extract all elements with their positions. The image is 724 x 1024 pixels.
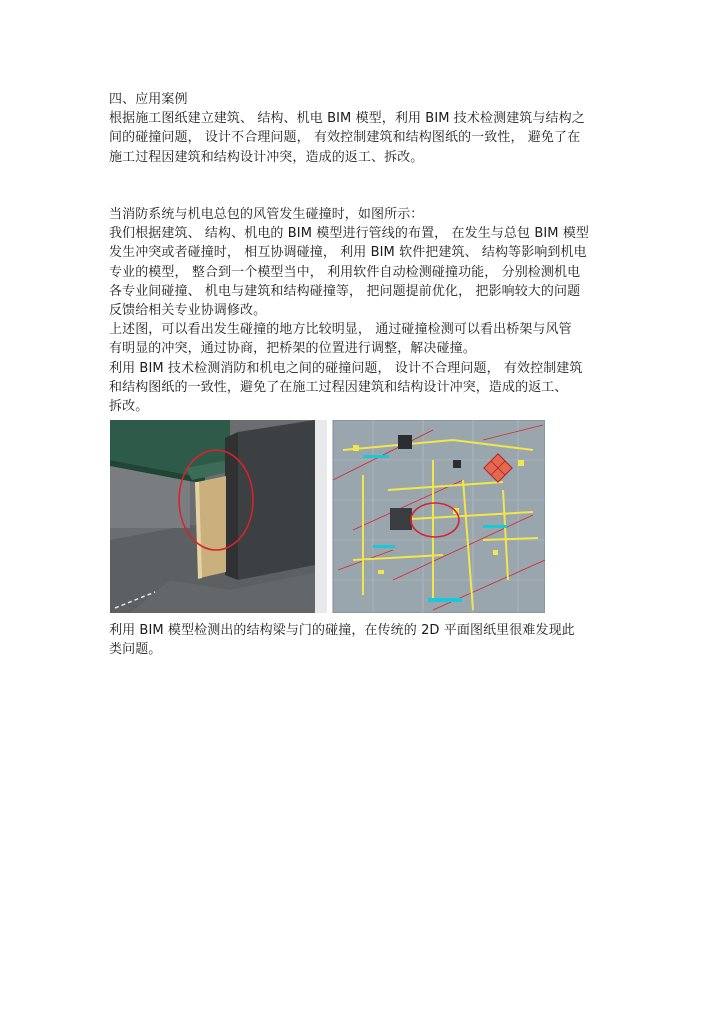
cad-block	[398, 435, 412, 449]
paragraph-line: 根据施工图纸建立建筑、 结构、机电 BIM 模型，利用 BIM 技术检测建筑与结构之	[109, 111, 585, 127]
paragraph-line: 反馈给相关专业协调修改。	[109, 302, 267, 318]
paragraph-line: 各专业间碰撞、 机电与建筑和结构碰撞等， 把问题提前优化， 把影响较大的问题	[109, 283, 581, 299]
paragraph-line: 施工过程因建筑和结构设计冲突，造成的返工、拆改。	[109, 149, 424, 165]
paragraph-line: 发生冲突或者碰撞时， 相互协调碰撞， 利用 BIM 软件把建筑、 结构等影响到机电	[109, 245, 587, 261]
paragraph-line: 上述图，可以看出发生碰撞的地方比较明显， 通过碰撞检测可以看出桥架与风管	[109, 322, 572, 338]
paragraph-line: 拆改。	[109, 398, 149, 414]
paragraph-line: 专业的模型， 整合到一个模型当中， 利用软件自动检测碰撞功能， 分别检测机电	[109, 264, 581, 280]
figure-caption	[109, 621, 619, 659]
wall-block	[238, 420, 315, 580]
cad-block	[390, 508, 412, 530]
paragraph-line: 有明显的冲突，通过协商，把桥架的位置进行调整，解决碰撞。	[109, 341, 476, 357]
section-heading: 四、应用案例	[109, 92, 188, 107]
figure-svg	[110, 420, 545, 613]
caption-line: 利用 BIM 模型检测出的结构梁与门的碰撞，在传统的 2D 平面图纸里很难发现此	[109, 623, 575, 638]
cad-plan-view	[333, 420, 545, 613]
caption-line: 类问题。	[109, 642, 162, 658]
paragraph-line: 我们根据建筑、 结构、机电的 BIM 模型进行管线的布置， 在发生与总包 BIM 模型	[109, 226, 590, 242]
paragraph-line: 和结构图纸的一致性，避免了在施工过程因建筑和结构设计冲突，造成的返工、	[109, 379, 568, 395]
paragraph-line: 当消防系统与机电总包的风管发生碰撞时，如图所示：	[109, 207, 424, 222]
section-application-case	[109, 90, 619, 167]
bim-3d-view	[110, 420, 327, 613]
section-collision-description	[109, 205, 619, 416]
paragraph-line: 间的碰撞问题， 设计不合理问题， 有效控制建筑和结构图纸的一致性， 避免了在	[109, 130, 581, 146]
collision-figure	[110, 420, 545, 613]
paragraph-line: 利用 BIM 技术检测消防和机电之间的碰撞问题， 设计不合理问题， 有效控制建筑	[109, 360, 583, 376]
